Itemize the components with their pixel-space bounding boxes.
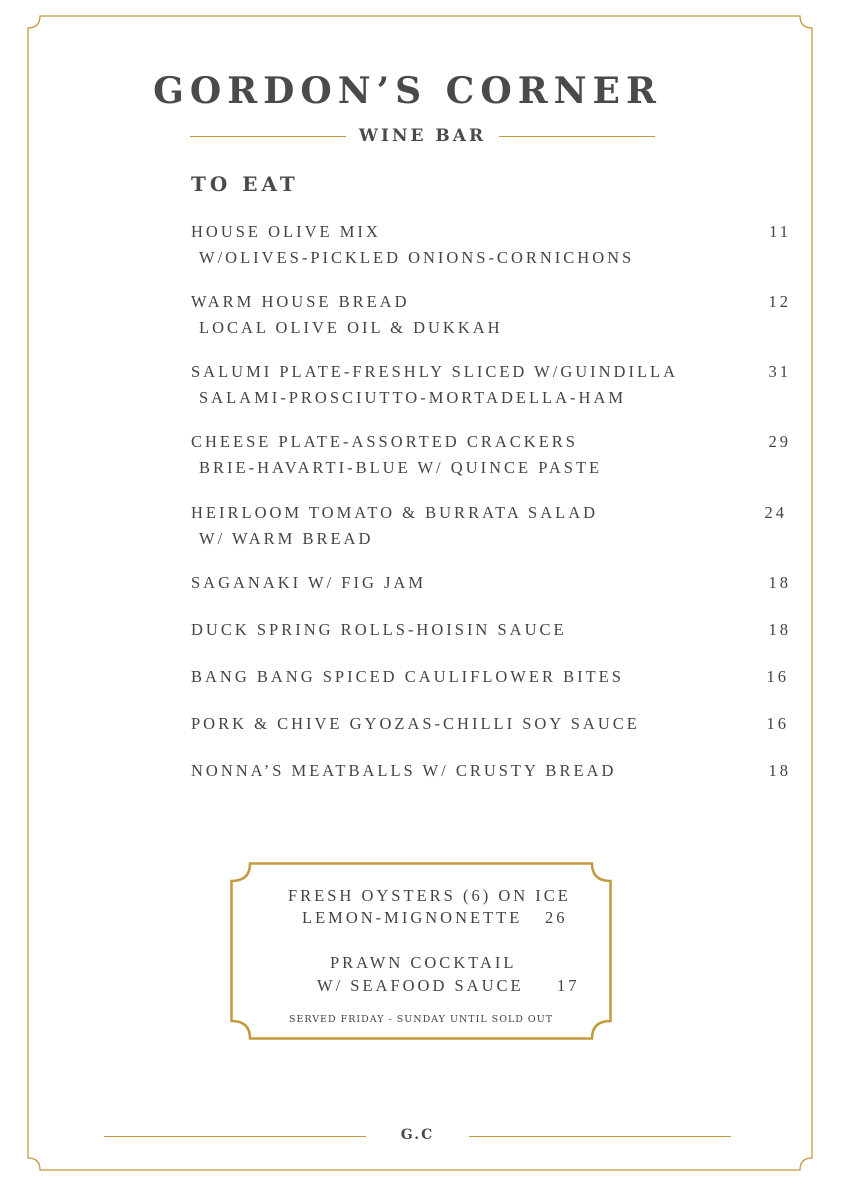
menu-item-price: 12 [768,292,791,311]
menu-item [191,714,791,734]
menu-item-name: HEIRLOOM TOMATO & BURRATA SALAD [191,503,599,522]
oysters-title: FRESH OYSTERS (6) ON ICE [288,886,571,905]
menu-item [191,620,791,640]
specials-note: SERVED FRIDAY - SUNDAY UNTIL SOLD OUT [288,1014,554,1025]
oysters-price: 26 [545,908,568,927]
prawn-title: PRAWN COCKTAIL [330,953,517,972]
oysters-description: LEMON-MIGNONETTE [302,908,523,927]
menu-item [191,432,791,478]
menu-item-price: 16 [766,714,789,733]
menu-item-name: NONNA’S MEATBALLS W/ CRUSTY BREAD [191,761,617,780]
menu-item-price: 29 [768,432,791,451]
menu-item-price: 16 [766,667,789,686]
menu-item-name: SALUMI PLATE-FRESHLY SLICED W/GUINDILLA [191,362,679,381]
menu-item [191,573,791,593]
menu-item-name: SAGANAKI W/ FIG JAM [191,573,426,592]
footer-monogram: G.C [400,1127,435,1143]
footer [104,1127,731,1149]
menu-item-name: BANG BANG SPICED CAULIFLOWER BITES [191,667,624,686]
menu-item [191,292,791,338]
menu-item-description: LOCAL OLIVE OIL & DUKKAH [199,318,503,337]
menu-item-description: BRIE-HAVARTI-BLUE W/ QUINCE PASTE [199,458,603,477]
menu-item-description: W/ WARM BREAD [199,529,374,548]
menu-item-name: DUCK SPRING ROLLS-HOISIN SAUCE [191,620,567,639]
menu-item-price: 18 [768,573,791,592]
menu-item-description: SALAMI-PROSCIUTTO-MORTADELLA-HAM [199,388,627,407]
prawn-price: 17 [557,976,580,995]
menu-item-price: 11 [769,222,791,241]
menu-item-price: 18 [768,761,791,780]
page-subtitle: WINE BAR [358,126,487,146]
prawn-description: W/ SEAFOOD SAUCE [317,976,524,995]
menu-item-name: CHEESE PLATE-ASSORTED CRACKERS [191,432,578,451]
divider-line-right [499,136,655,137]
menu-item [191,362,791,408]
menu-item-price: 24 [764,503,787,522]
menu-item-name: WARM HOUSE BREAD [191,292,410,311]
menu-item [191,761,791,781]
menu-item [191,503,791,549]
menu-item-description: W/OLIVES-PICKLED ONIONS-CORNICHONS [199,248,635,267]
menu-item-name: HOUSE OLIVE MIX [191,222,381,241]
menu-item [191,222,791,268]
menu-item [191,667,791,687]
subtitle-row [190,126,655,148]
menu-item-price: 31 [768,362,791,381]
menu-item-price: 18 [768,620,791,639]
specials-box [230,862,612,1040]
footer-line-right [469,1136,731,1137]
page-title: GORDON’S CORNER [153,70,662,112]
section-title: TO EAT [191,172,299,196]
menu-item-name: PORK & CHIVE GYOZAS-CHILLI SOY SAUCE [191,714,640,733]
